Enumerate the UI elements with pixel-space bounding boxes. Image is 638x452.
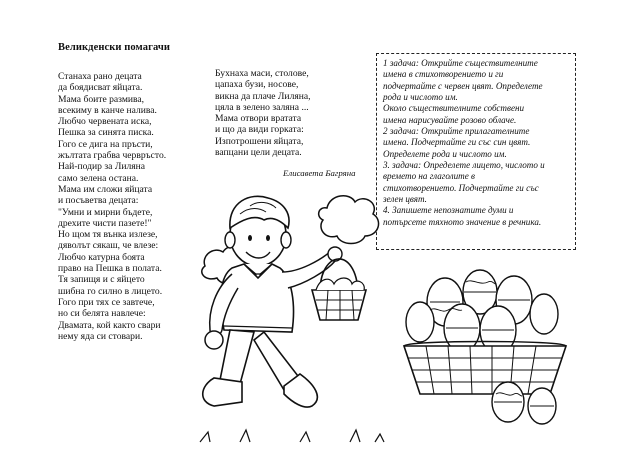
task-line: имена. Подчертайте ги със син цвят. [383,137,531,148]
poem-column-2 [215,68,311,158]
poem-line: цапаха бузи, носове, [215,79,299,91]
poem-line: шибна го силно в лицето. [58,285,163,297]
poem-line: дрехите чисти пазете!" [58,217,152,229]
task-line: 3. задача: Определете лицето, числото и [383,160,545,171]
page-title: Великденски помагачи [58,42,171,53]
poem-line: "Умни и мирни бъдете, [58,206,153,218]
poem-line: и посъветва децата: [58,195,139,207]
poem-line: Пешка за синята писка. [58,127,154,139]
task-line: 4. Запишете непознатите думи и [383,205,514,216]
task-line: стихотворението. Подчертайте ги със [383,182,539,193]
poem-line: Бухнаха маси, столове, [215,68,309,79]
task-line: 2 задача: Открийте прилагателните [383,126,530,137]
poem-line: да боядисват яйцата. [58,82,143,94]
poem-line: викна да плаче Лиляна, [215,90,311,102]
poem-line: Тя запищя и с яйцето [58,274,145,286]
task-line: 1 задача: Открийте съществителните [383,58,538,68]
poem-line: всекиму в канче налива. [58,104,157,116]
easter-egg-basket-icon [400,262,570,432]
task-line: Около съществителните собствени [383,103,525,114]
poem-line: и що да види горката: [215,124,304,136]
poem-line: дяволът сякаш, че влезе: [58,240,159,252]
task-line: потърсете тяхното значение в речника. [383,216,542,227]
poem-line: само зелена остана. [58,172,139,184]
task-line: рода и числото им. [383,92,458,103]
poem-line: но си белята навлече: [58,308,146,320]
poem-line: Любчо катурна боята [58,251,145,263]
poem-line: цяла в зелено заляна ... [215,101,309,113]
poem-line: вапцани цели децата. [215,147,302,159]
poem-line: Най-подир за Лиляна [58,161,146,173]
poem-line: Гого се дига на пръсти, [58,138,153,150]
task-line: имена в стихотворението и ги [383,69,504,80]
poem-line: Мама им сложи яйцата [58,183,153,195]
task-line: зелен цвят. [383,194,427,205]
poem-column-1 [58,71,166,342]
poem-line: Любчо червената иска, [58,116,152,128]
poem-line: Мама боите размива, [58,93,145,105]
poem-line: жълтата грабва червръсто. [58,150,167,162]
poem-line: Но щом тя вънка излезе, [58,229,158,241]
poem-line: право на Пешка в полата. [58,263,162,275]
task-line: Определете рода и числото им. [383,148,507,159]
task-line: подчертайте с червен цвят. Определете [383,80,543,91]
task-line: времето на глаголите в [383,171,475,182]
boy-with-basket-icon [180,180,410,452]
task-line: имена нарисувайте розово облаче. [383,114,517,125]
poem-line: Двамата, кой както свари [58,319,161,331]
poem-line: Изпотрошени яйцата, [215,135,304,147]
poem-line: нему яда си стовари. [58,330,143,342]
poem-line: Гого при тях се завтече, [58,296,155,308]
poem-author: Елисавета Багряна [283,168,356,178]
poem-line: Станаха рано децата [58,71,142,82]
poem-line: Мама отвори вратата [215,113,302,125]
